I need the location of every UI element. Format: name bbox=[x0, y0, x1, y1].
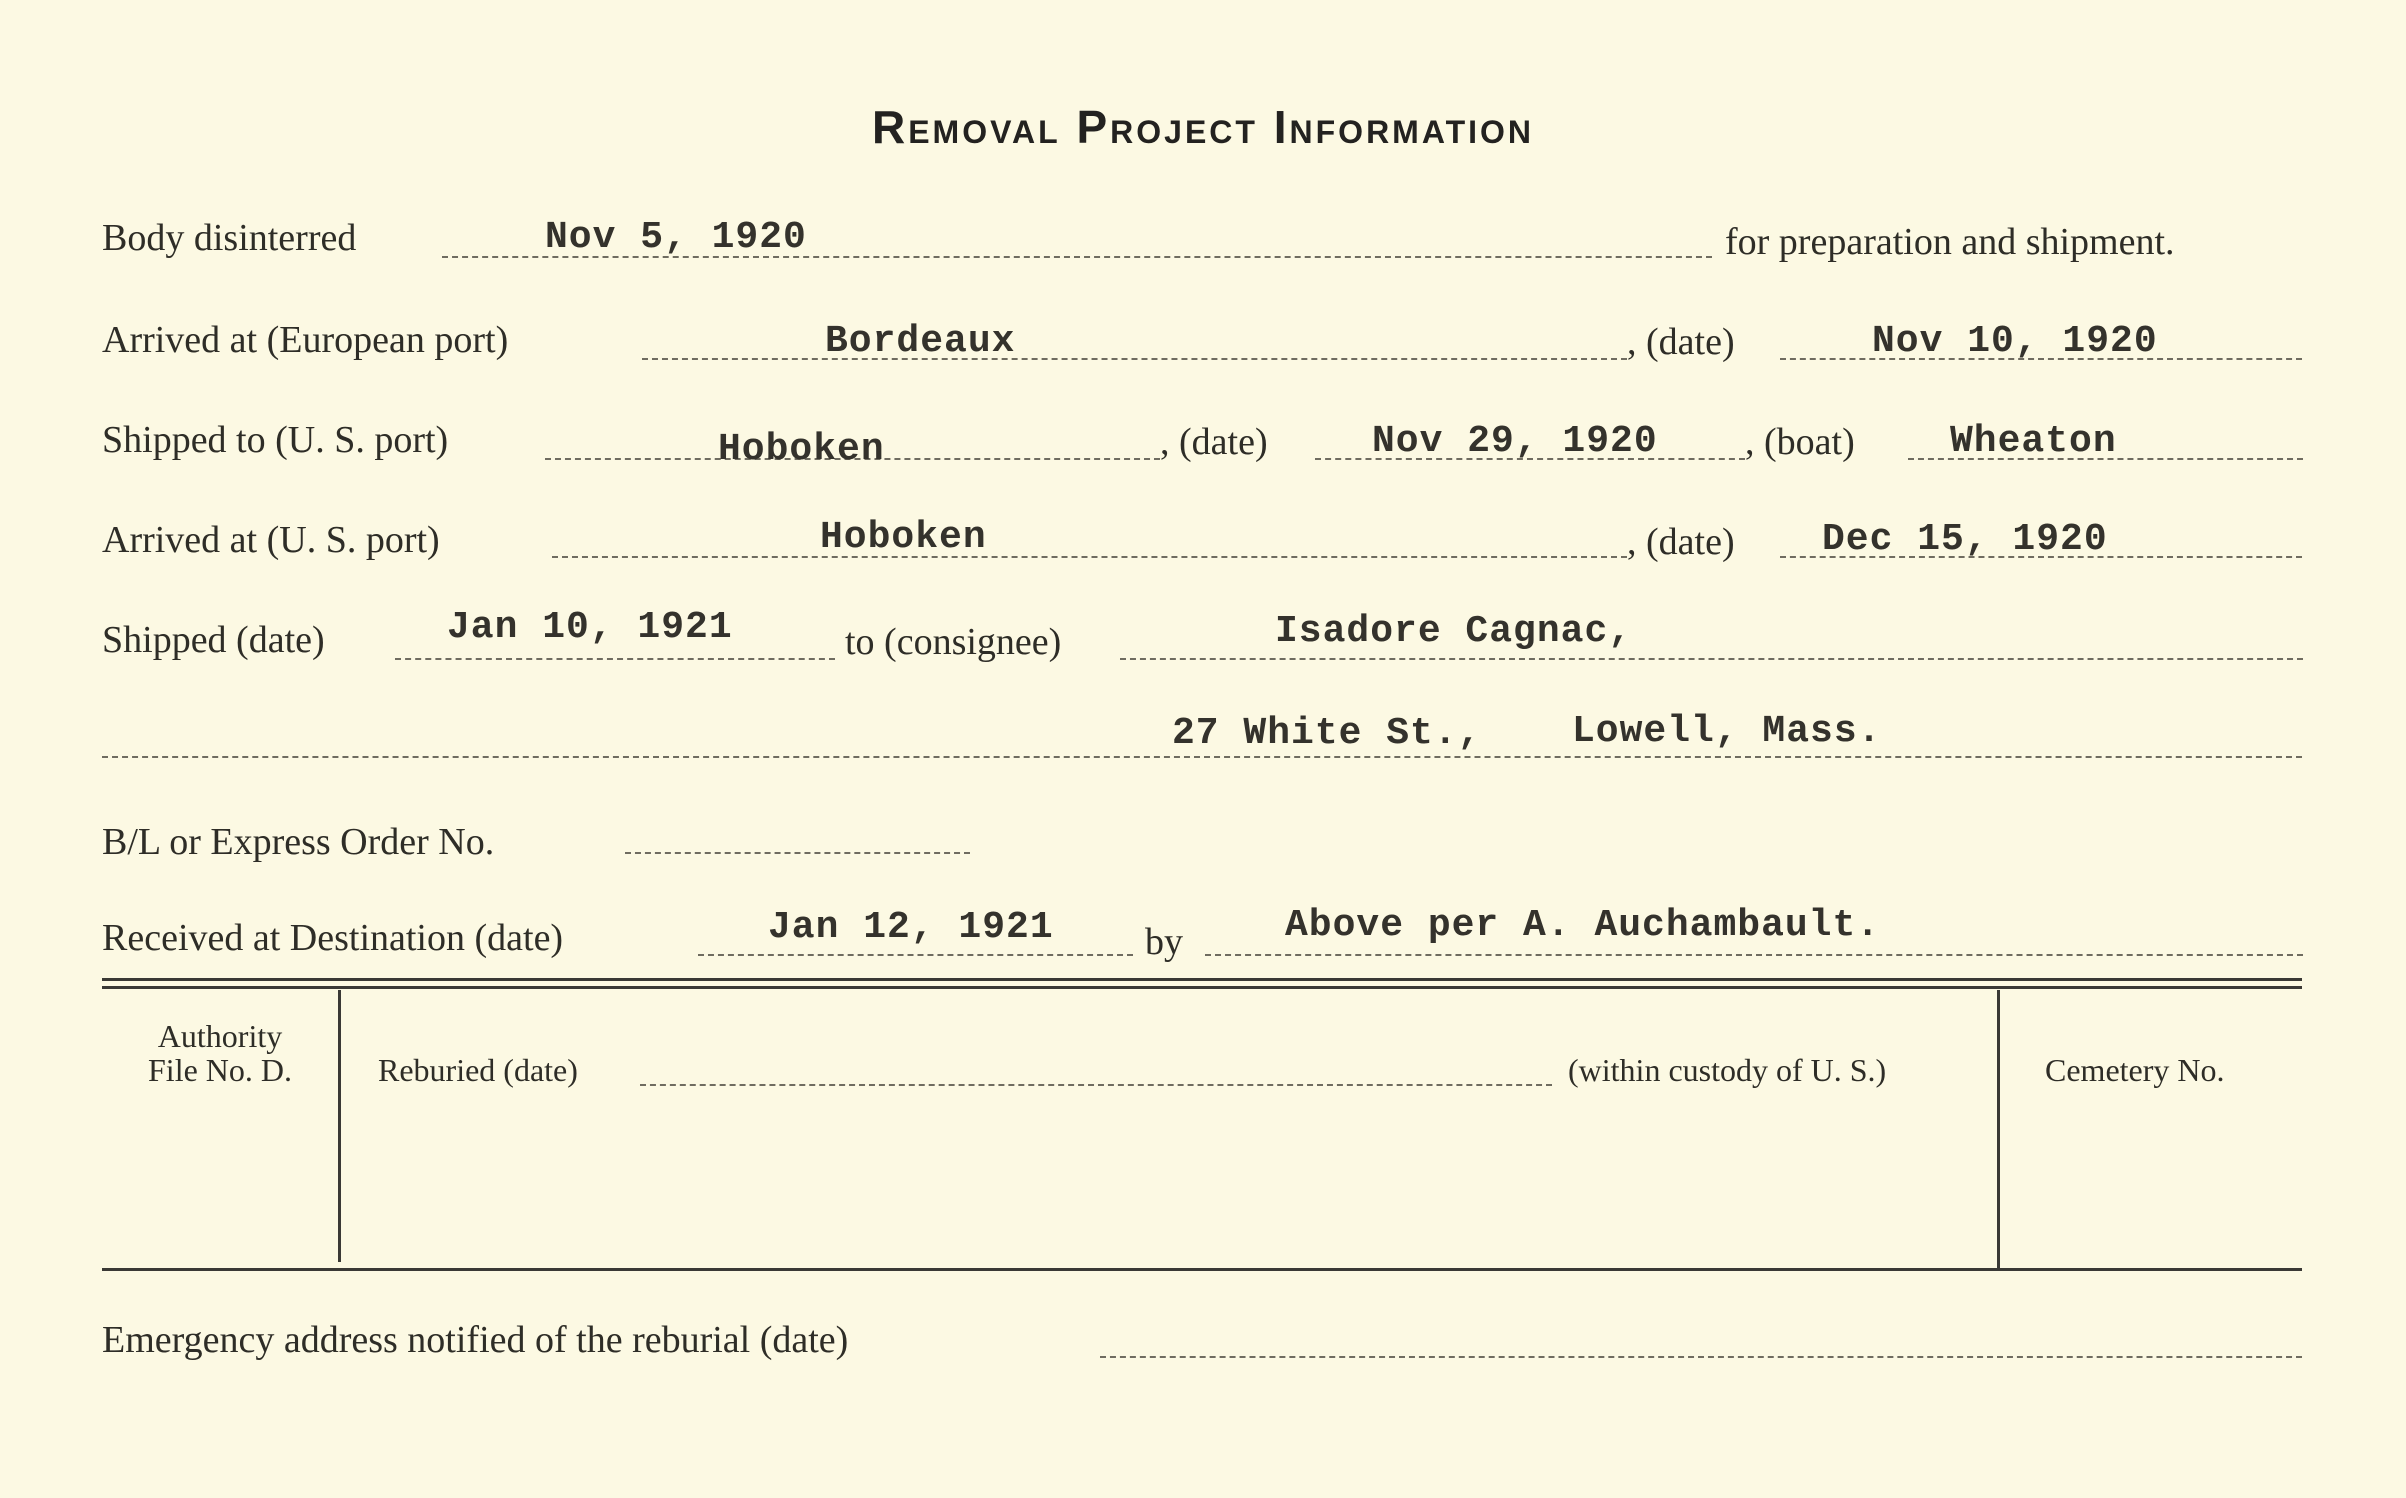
table-bottom-rule bbox=[102, 1268, 2302, 1271]
arrived-date-label: , (date) bbox=[1627, 521, 1735, 563]
received-date-line bbox=[698, 954, 1133, 956]
authority-label-1: Authority bbox=[157, 1018, 283, 1054]
emergency-address-label: Emergency address notified of the reburial (date) bbox=[102, 1319, 849, 1361]
body-disinterred-label: Body disinterred bbox=[102, 217, 357, 259]
arrived-date-value: Dec 15, 1920 bbox=[1822, 518, 2108, 561]
shipped-us-port-label: Shipped to (U. S. port) bbox=[102, 419, 449, 461]
by-value: Above per A. Auchambault. bbox=[1285, 904, 1881, 947]
european-port-line bbox=[642, 358, 1627, 360]
page-title: Removal Project Information bbox=[871, 101, 1535, 153]
shipped-date-label-2: Shipped (date) bbox=[102, 619, 325, 661]
consignee-street: 27 White St., bbox=[1172, 712, 1482, 755]
boat-label: , (boat) bbox=[1745, 421, 1855, 463]
received-date-value: Jan 12, 1921 bbox=[768, 906, 1054, 949]
table-divider-left bbox=[338, 990, 341, 1262]
european-date-label: , (date) bbox=[1627, 321, 1735, 363]
custody-label: (within custody of U. S.) bbox=[1568, 1052, 1887, 1088]
reburied-line bbox=[640, 1084, 1552, 1086]
bl-express-line bbox=[625, 852, 970, 854]
authority-label-2: File No. D. bbox=[148, 1052, 292, 1088]
bl-express-label: B/L or Express Order No. bbox=[102, 821, 495, 863]
european-port-label: Arrived at (European port) bbox=[102, 319, 509, 361]
table-top-rule-2 bbox=[102, 986, 2302, 989]
shipped-date-line-2 bbox=[395, 658, 835, 660]
cemetery-label: Cemetery No. bbox=[2045, 1052, 2225, 1088]
consignee-city: Lowell, Mass. bbox=[1572, 710, 1882, 753]
shipped-us-port-value: Hoboken bbox=[718, 428, 885, 471]
consignee-line bbox=[1120, 658, 2303, 660]
received-destination-label: Received at Destination (date) bbox=[102, 917, 564, 959]
arrived-us-port-label: Arrived at (U. S. port) bbox=[102, 519, 440, 561]
shipped-date-value-2: Jan 10, 1921 bbox=[447, 606, 733, 649]
emergency-address-line bbox=[1100, 1356, 2302, 1358]
shipped-date-label: , (date) bbox=[1160, 421, 1268, 463]
by-label: by bbox=[1145, 921, 1183, 963]
body-disinterred-value: Nov 5, 1920 bbox=[545, 216, 807, 259]
shipped-date-value: Nov 29, 1920 bbox=[1372, 420, 1658, 463]
european-date-value: Nov 10, 1920 bbox=[1872, 320, 2158, 363]
table-top-rule-1 bbox=[102, 978, 2302, 981]
table-divider-right bbox=[1997, 990, 2000, 1268]
boat-value: Wheaton bbox=[1950, 420, 2117, 463]
consignee-label: to (consignee) bbox=[845, 621, 1062, 663]
address-line bbox=[102, 756, 2302, 758]
by-line bbox=[1205, 954, 2303, 956]
arrived-us-port-line bbox=[552, 556, 1627, 558]
arrived-us-port-value: Hoboken bbox=[820, 516, 987, 559]
reburied-label: Reburied (date) bbox=[378, 1052, 578, 1088]
european-port-value: Bordeaux bbox=[825, 320, 1016, 363]
preparation-shipment-label: for preparation and shipment. bbox=[1725, 221, 2175, 263]
consignee-value: Isadore Cagnac, bbox=[1275, 610, 1633, 653]
